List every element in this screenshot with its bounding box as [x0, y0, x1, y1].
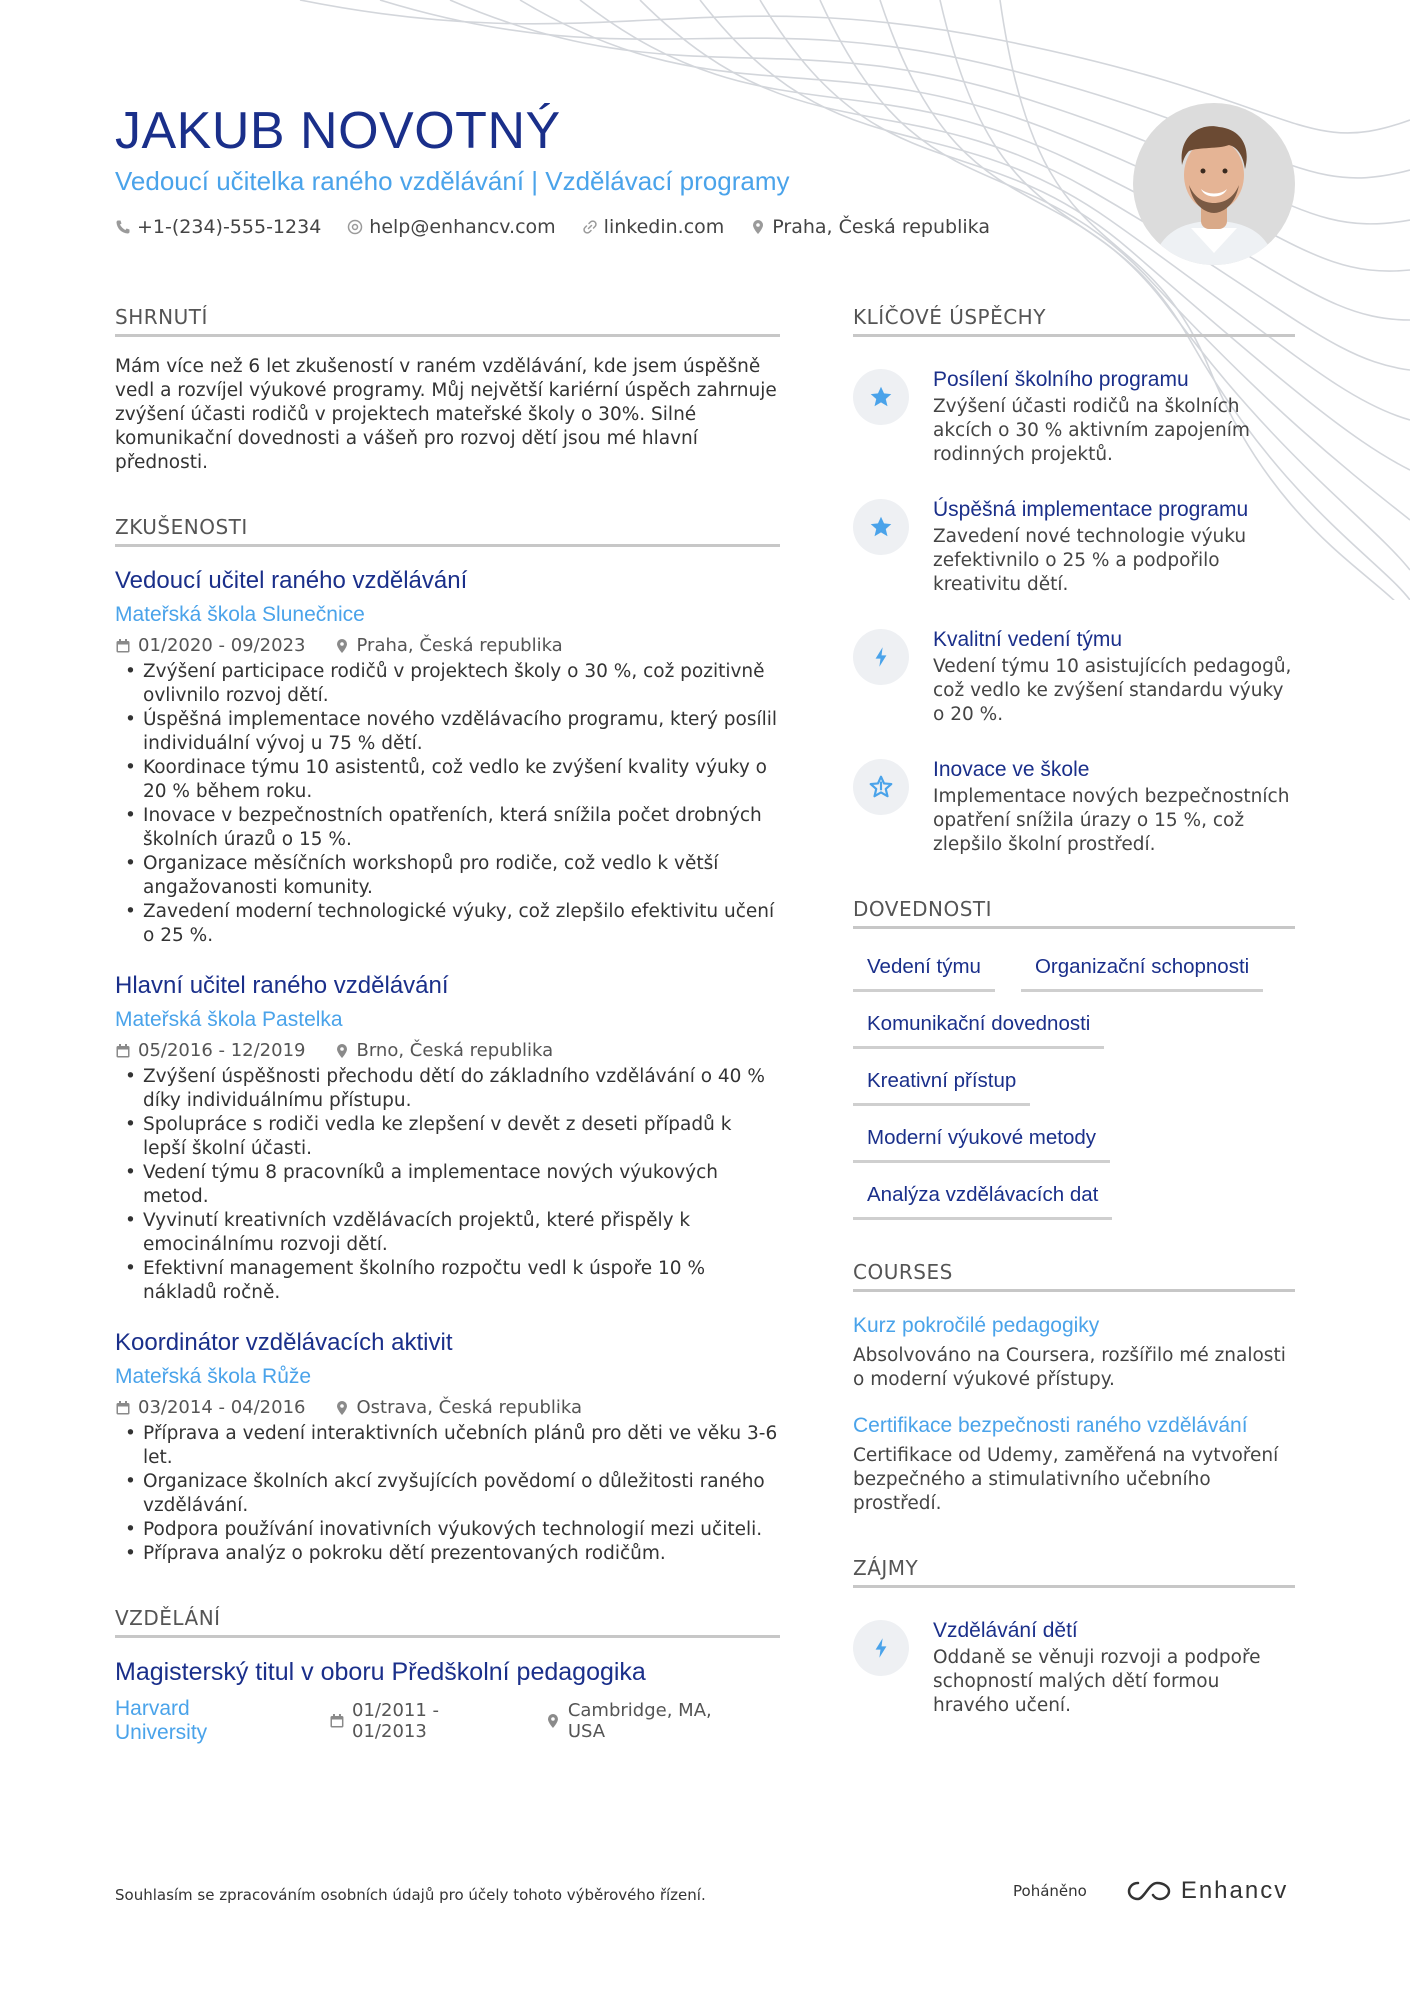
list-item: • Příprava a vedení interaktivních učebních plánů pro děti ve věku 3-6 let.	[115, 1422, 780, 1470]
skills-heading: DOVEDNOSTI	[853, 897, 1295, 929]
achievement-title: Kvalitní vedení týmu	[933, 628, 1123, 651]
list-item: • Zvýšení participace rodičů v projektech školy o 30 %, což pozitivně ovlivnilo rozvoj dětí.	[115, 660, 780, 708]
experience-section	[115, 515, 780, 1566]
achievement-desc: Zvýšení účasti rodičů na školních akcích o 30 % aktivním zapojením rodinných projektů.	[933, 396, 1250, 465]
contact-linkedin[interactable]	[582, 216, 725, 238]
star-outline-icon	[868, 774, 894, 800]
job-entry	[115, 1329, 780, 1566]
job-location: Brno, Česká republika	[356, 1040, 554, 1061]
list-item: • Spolupráce s rodiči vedla ke zlepšení v devět z deseti případů k lepší školní účasti.	[115, 1113, 780, 1161]
list-item: • Vyvinutí kreativních vzdělávacích projektů, které přispěly k emocinálnímu rozvoji dětí.	[115, 1209, 780, 1257]
infinity-logo-icon	[1127, 1879, 1171, 1903]
at-icon	[347, 219, 363, 235]
skills-section	[853, 897, 1295, 1220]
skill-tag: Vedení týmu	[853, 947, 995, 992]
school-name: Harvard University	[115, 1697, 208, 1744]
job-bullets	[115, 660, 780, 948]
phone-text: +1-(234)-555-1234	[137, 216, 322, 238]
job-dates: 01/2020 - 09/2023	[138, 635, 306, 656]
list-item: • Inovace v bezpečnostních opatřeních, která snížila počet drobných školních úrazů o 15 %.	[115, 804, 780, 852]
summary-text: Mám více než 6 let zkušeností v raném vzdělávání, kde jsem úspěšně vedl a rozvíjel výukové programy. Můj největší kariérní úspěch zahrnuje zvýšení účasti rodičů v projektech mateřské školy o 30%. Silné komunikační dovednosti a vášeň pro rozvoj dětí jsou mé hlavní přednosti.	[115, 356, 777, 473]
right-column	[853, 305, 1295, 1718]
list-item: • Organizace školních akcí zvyšujících povědomí o důležitosti raného vzdělávání.	[115, 1470, 780, 1518]
list-item: • Úspěšná implementace nového vzdělávacího programu, který posílil individuální vývoj u 75 % dětí.	[115, 708, 780, 756]
location-pin-icon	[334, 638, 350, 654]
location-pin-icon	[334, 1400, 350, 1416]
achievement-desc: Implementace nových bezpečnostních opatření snížila úrazy o 15 %, což zlepšilo školní prostředí.	[933, 786, 1290, 855]
summary-heading: SHRNUTÍ	[115, 305, 780, 337]
contact-location	[750, 216, 990, 238]
list-item: • Podpora používání inovativních výukových technologií mezi učiteli.	[115, 1518, 780, 1542]
contact-phone[interactable]	[115, 216, 321, 238]
link-icon	[582, 219, 598, 235]
list-item: • Vedení týmu 8 pracovníků a implementace nových výukových metod.	[115, 1161, 780, 1209]
education-section	[115, 1606, 780, 1745]
experience-heading: ZKUŠENOSTI	[115, 515, 780, 547]
job-location: Ostrava, Česká republika	[356, 1397, 583, 1418]
job-company: Mateřská škola Pastelka	[115, 1008, 343, 1031]
contact-email[interactable]	[347, 216, 555, 238]
education-dates: 01/2011 - 01/2013	[352, 1700, 440, 1742]
education-location: Cambridge, MA, USA	[567, 1700, 712, 1742]
achievement-title: Úspěšná implementace programu	[933, 498, 1249, 521]
job-dates: 03/2014 - 04/2016	[138, 1397, 306, 1418]
consent-text: Souhlasím se zpracováním osobních údajů pro účely tohoto výběrového řízení.	[115, 1886, 706, 1904]
achievement-title: Posílení školního programu	[933, 368, 1189, 391]
course-title: Certifikace bezpečnosti raného vzdělávání	[853, 1414, 1248, 1437]
list-item: • Organizace měsíčních workshopů pro rodiče, což vedlo k větší angažovanosti komunity.	[115, 852, 780, 900]
interests-section	[853, 1556, 1295, 1718]
achievement-item	[853, 497, 1295, 597]
job-bullets	[115, 1065, 780, 1305]
course-title: Kurz pokročilé pedagogiky	[853, 1314, 1100, 1337]
job-meta	[115, 1397, 780, 1418]
courses-heading: COURSES	[853, 1260, 1295, 1292]
contact-row	[115, 216, 1015, 238]
job-entry	[115, 567, 780, 948]
skill-tag: Komunikační dovednosti	[853, 1004, 1104, 1049]
list-item: • Zvýšení úspěšnosti přechodu dětí do základního vzdělávání o 40 % díky individuálnímu přístupu.	[115, 1065, 780, 1113]
list-item: • Efektivní management školního rozpočtu vedl k úspoře 10 % nákladů ročně.	[115, 1257, 780, 1305]
avatar-illustration	[1133, 103, 1295, 265]
email-text: help@enhancv.com	[369, 216, 556, 238]
skill-tag: Kreativní přístup	[853, 1061, 1030, 1106]
course-item	[853, 1414, 1295, 1516]
interest-desc: Oddaně se věnuji rozvoji a podpoře schopností malých dětí formou hravého učení.	[933, 1647, 1261, 1716]
job-title: Hlavní učitel raného vzdělávání	[115, 972, 449, 999]
achievement-item	[853, 627, 1295, 727]
achievement-item	[853, 757, 1295, 857]
achievement-title: Inovace ve škole	[933, 758, 1090, 781]
job-entry	[115, 972, 780, 1305]
job-meta	[115, 635, 780, 656]
footer-branding	[1013, 1877, 1288, 1905]
candidate-title: Vedoucí učitelka raného vzdělávání | Vzdělávací programy	[115, 166, 790, 196]
job-meta	[115, 1040, 780, 1061]
education-meta	[115, 1697, 780, 1745]
skill-tag: Organizační schopnosti	[1021, 947, 1263, 992]
powered-by-label: Poháněno	[1013, 1882, 1087, 1900]
calendar-icon	[329, 1713, 345, 1729]
course-item	[853, 1314, 1295, 1392]
lightning-icon	[868, 1635, 894, 1661]
candidate-name: JAKUB NOVOTNÝ	[115, 102, 561, 160]
skills-list	[853, 947, 1295, 1220]
achievement-desc: Vedení týmu 10 asistujících pedagogů, což vedlo ke zvýšení standardu výuky o 20 %.	[933, 656, 1292, 725]
skill-tag: Moderní výukové metody	[853, 1118, 1110, 1163]
achievement-desc: Zavedení nové technologie výuku zefektivnilo o 25 % a podpořilo kreativitu dětí.	[933, 526, 1247, 595]
calendar-icon	[115, 1400, 131, 1416]
job-title: Vedoucí učitel raného vzdělávání	[115, 567, 468, 594]
calendar-icon	[115, 1043, 131, 1059]
left-column	[115, 305, 780, 1745]
course-desc: Certifikace od Udemy, zaměřená na vytvoření bezpečného a stimulativního učebního prostředí.	[853, 1445, 1279, 1514]
job-dates: 05/2016 - 12/2019	[138, 1040, 306, 1061]
location-text: Praha, Česká republika	[772, 216, 990, 238]
interests-heading: ZÁJMY	[853, 1556, 1295, 1588]
star-icon	[868, 514, 894, 540]
course-desc: Absolvováno na Coursera, rozšířilo mé znalosti o moderní výukové přístupy.	[853, 1345, 1286, 1390]
star-icon	[868, 384, 894, 410]
summary-section	[115, 305, 780, 475]
location-pin-icon	[334, 1043, 350, 1059]
achievement-item	[853, 367, 1295, 467]
resume-header	[115, 100, 1015, 238]
skill-tag: Analýza vzdělávacích dat	[853, 1175, 1112, 1220]
job-bullets	[115, 1422, 780, 1566]
location-pin-icon	[545, 1713, 561, 1729]
achievements-heading: KLÍČOVÉ ÚSPĚCHY	[853, 305, 1295, 337]
education-heading: VZDĚLÁNÍ	[115, 1606, 780, 1638]
interest-title: Vzdělávání dětí	[933, 1619, 1078, 1642]
phone-icon	[115, 219, 131, 235]
list-item: • Příprava analýz o pokroku dětí prezentovaných rodičům.	[115, 1542, 780, 1566]
brand-name: Enhancv	[1180, 1877, 1289, 1904]
achievements-section	[853, 305, 1295, 857]
linkedin-text: linkedin.com	[603, 216, 725, 238]
job-company: Mateřská škola Růže	[115, 1365, 312, 1388]
job-location: Praha, Česká republika	[356, 635, 563, 656]
profile-photo	[1133, 103, 1295, 265]
lightning-icon	[868, 644, 894, 670]
interest-item	[853, 1618, 1295, 1718]
list-item: • Zavedení moderní technologické výuky, což zlepšilo efektivitu učení o 25 %.	[115, 900, 780, 948]
courses-section	[853, 1260, 1295, 1516]
list-item: • Koordinace týmu 10 asistentů, což vedlo ke zvýšení kvality výuky o 20 % během roku.	[115, 756, 780, 804]
enhancv-logo[interactable]	[1127, 1877, 1288, 1905]
calendar-icon	[115, 638, 131, 654]
job-title: Koordinátor vzdělávacích aktivit	[115, 1329, 453, 1356]
job-company: Mateřská škola Slunečnice	[115, 603, 365, 626]
degree-title: Magisterský titul v oboru Předškolní pedagogika	[115, 1658, 646, 1686]
location-pin-icon	[750, 219, 766, 235]
